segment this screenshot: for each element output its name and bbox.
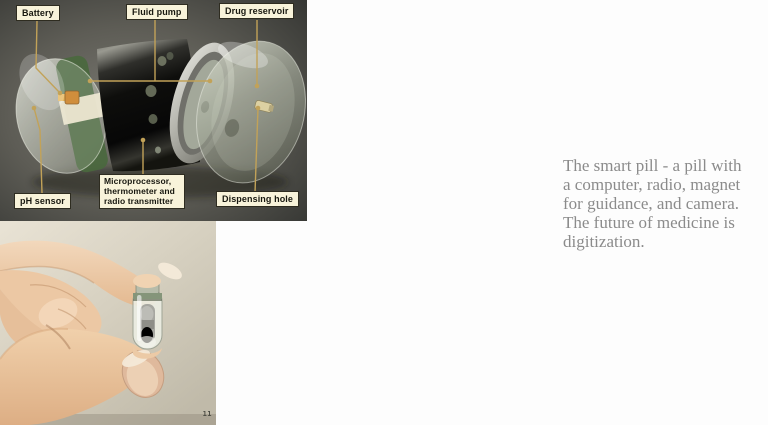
caption-line: a computer, radio, magnet	[563, 175, 741, 194]
pill-in-hand-photo	[0, 221, 216, 425]
label-microprocessor: Microprocessor, thermometer and radio transmitter	[99, 174, 185, 209]
caption-line: The smart pill - a pill with	[563, 156, 742, 175]
label-drug-reservoir: Drug reservoir	[219, 3, 294, 19]
caption-line: for guidance, and camera.	[563, 194, 740, 213]
caption-text	[563, 156, 741, 251]
index-fingertip-pad	[133, 274, 161, 288]
photo-mark: 11	[202, 410, 212, 418]
smart-pill-capsule	[133, 282, 162, 349]
label-dispensing-hole: Dispensing hole	[216, 191, 299, 207]
label-fluid-pump: Fluid pump	[126, 4, 188, 20]
hand-holding-pill-illustration	[0, 221, 216, 425]
label-battery: Battery	[16, 5, 60, 21]
label-ph-sensor: pH sensor	[14, 193, 71, 209]
smart-pill-diagram-image	[0, 0, 307, 221]
caption-line: digitization.	[563, 232, 645, 251]
caption-line: The future of medicine is	[563, 213, 735, 232]
